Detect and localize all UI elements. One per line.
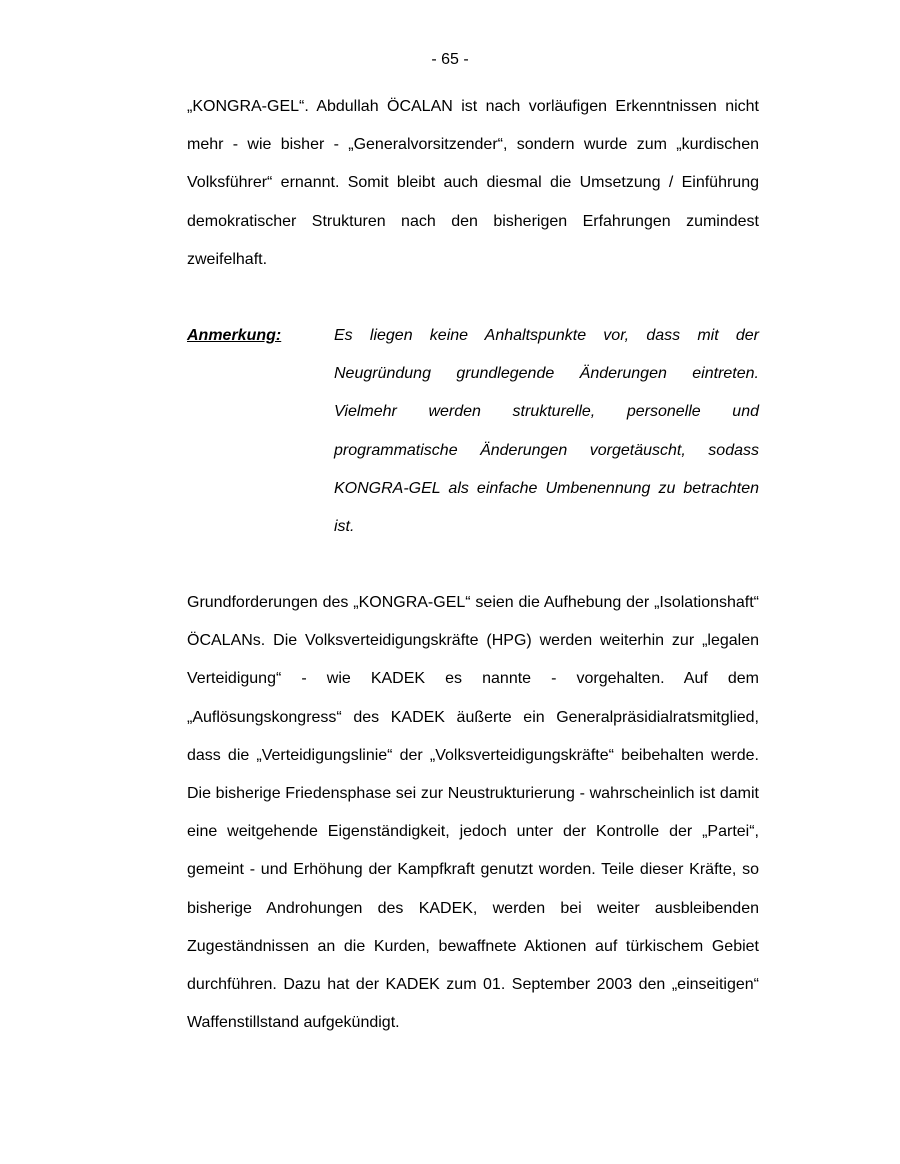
note-label: Anmerkung: [187, 327, 282, 344]
intro-paragraph: „KONGRA-GEL“. Abdullah ÖCALAN ist nach vorläufigen Erkenntnissen nicht mehr - wie bisher - „Generalvorsitzender“, sondern wurde zum „kurdischen Volksführer“ ernannt. Somit bleibt auch diesmal die Umsetzung / Einführung demokratischer Strukturen nach den bisherigen Erfahrungen zumindest zweifelhaft. [187, 98, 759, 268]
main-paragraph: Grundforderungen des „KONGRA-GEL“ seien die Aufhebung der „Isolationshaft“ ÖCALANs. Die Volksverteidigungskräfte (HPG) werden weiterhin zur „legalen Verteidigung“ - wie KADEK es nannte - vorgehalten. Auf dem „Auflösungskongress“ des KADEK äußerte ein Generalpräsidialratsmitglied, dass die „Verteidigungslinie“ der „Volksverteidigungskräfte“ beibehalten werde. Die bisherige Friedensphase sei zur Neustrukturierung - wahrscheinlich ist damit eine weitgehende Eigenständigkeit, jedoch unter der Kontrolle der „Partei“, gemeint - und Erhöhung der Kampfkraft genutzt worden. Teile dieser Kräfte, so bisherige Androhungen des KADEK, werden bei weiter ausbleibenden Zugeständnissen an die Kurden, bewaffnete Aktionen auf türkischem Gebiet durchführen. Dazu hat der KADEK zum 01. September 2003 den „einseitigen“ Waffenstillstand aufgekündigt. [187, 594, 759, 1032]
page-number: - 65 - [431, 51, 469, 68]
note-text: Es liegen keine Anhaltspunkte vor, dass mit der Neugründung grundlegende Änderungen eintreten. Vielmehr werden strukturelle, personelle und programmatische Änderungen vorgetäuscht, sodass KONGRA-GEL als einfache Umbenennung zu betrachten ist. [334, 327, 759, 536]
